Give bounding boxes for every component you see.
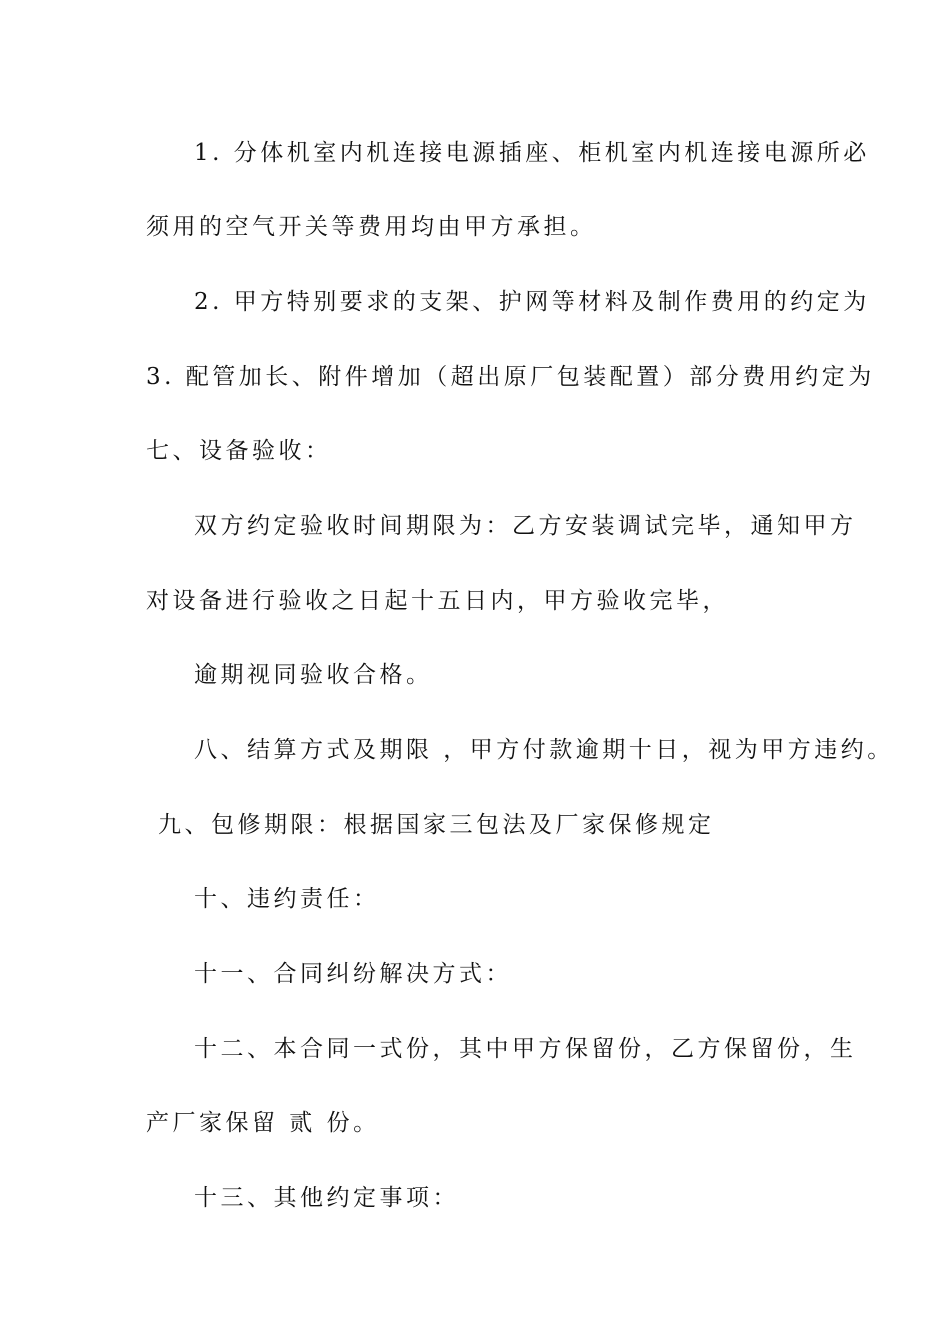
clause-7-heading: 七、设备验收： — [146, 438, 332, 464]
clause-6-item-1-line-2: 须用的空气开关等费用均由甲方承担。 — [146, 214, 597, 240]
clause-6-item-2: 2. 甲方特别要求的支架、护网等材料及制作费用的约定为 — [194, 289, 870, 315]
clause-10: 十、违约责任： — [194, 886, 380, 912]
clause-12-line-1: 十二、本合同一式份，其中甲方保留份，乙方保留份，生 — [194, 1036, 857, 1062]
clause-6-item-1-line-1: 1. 分体机室内机连接电源插座、柜机室内机连接电源所必 — [194, 140, 870, 166]
clause-7-line-3: 逾期视同验收合格。 — [194, 662, 433, 688]
clause-11: 十一、合同纠纷解决方式： — [194, 961, 512, 987]
clause-8: 八、结算方式及期限 ，甲方付款逾期十日，视为甲方违约。 — [194, 737, 894, 763]
clause-13: 十三、其他约定事项： — [194, 1185, 459, 1211]
clause-12-line-2: 产厂家保留 贰 份。 — [146, 1110, 380, 1136]
clause-9: 九、包修期限：根据国家三包法及厂家保修规定 — [158, 812, 715, 838]
clause-6-item-3: 3. 配管加长、附件增加（超出原厂包装配置）部分费用约定为 — [146, 364, 875, 390]
clause-7-line-1: 双方约定验收时间期限为：乙方安装调试完毕，通知甲方 — [194, 513, 857, 539]
clause-7-line-2: 对设备进行验收之日起十五日内，甲方验收完毕， — [146, 588, 729, 614]
